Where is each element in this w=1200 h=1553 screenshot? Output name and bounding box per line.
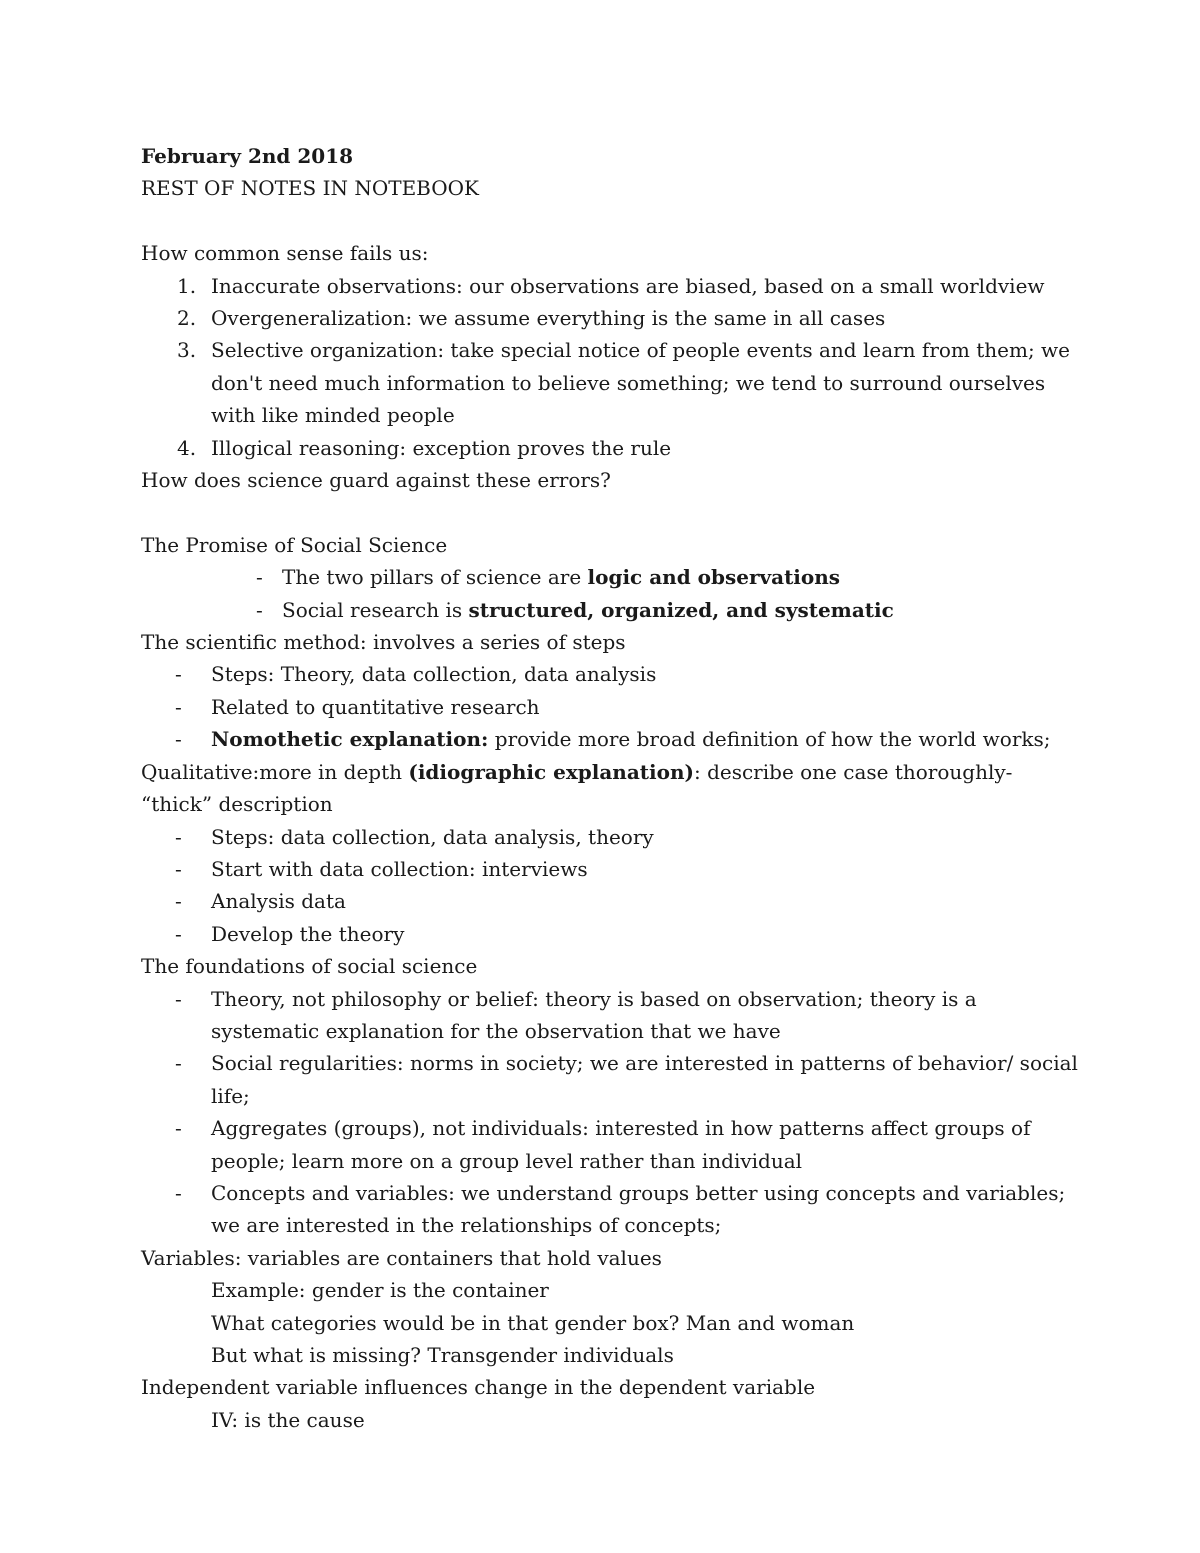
bold-term: (idiographic explanation) [408,759,694,784]
text-run: Qualitative:more in depth [141,759,409,784]
document-subtitle: REST OF NOTES IN NOTEBOOK [141,176,479,201]
bullet-dash: - [175,694,182,719]
bullet-item [141,983,1081,1048]
bullet-dash: - [175,856,182,881]
promise-heading: The Promise of Social Science [141,532,448,557]
independent-heading: Independent variable influences change in the dependent variable [141,1375,816,1400]
method-heading: The scientific method: involves a series of steps [141,630,626,655]
item-text [282,561,1081,593]
item-text: Inaccurate observations: our observations are biased, based on a small worldview [211,273,1045,298]
item-text: Theory, not philosophy or belief: theory is based on observation; theory is a systematic explanation for the observation that we have [211,986,977,1043]
bold-term: logic and observations [587,565,841,590]
bullet-item [141,594,1081,626]
bullet-dash: - [175,727,182,752]
bullet-item [141,821,1081,853]
qualitative-paragraph [141,756,1081,821]
bullet-item [141,561,1081,593]
item-text: Concepts and variables: we understand groups better using concepts and variables; we are interested in the relationships of concepts; [211,1180,1066,1238]
bullet-dash: - [256,597,263,622]
bullet-item [141,1112,1081,1177]
item-text: Start with data collection: interviews [211,856,588,881]
item-text: Overgeneralization: we assume everything is the same in all cases [211,306,886,331]
variables-heading: Variables: variables are containers that hold values [141,1245,662,1270]
bullet-dash: - [175,824,182,849]
bullet-dash: - [175,986,182,1011]
item-number: 3. [177,338,197,363]
text-run: provide more broad definition of how the world works; [488,727,1051,752]
bullet-item [141,691,1081,723]
bullet-dash: - [175,889,182,914]
spacer [141,496,1081,528]
item-text: Steps: Theory, data collection, data analysis [211,662,657,687]
indented-line: But what is missing? Transgender individuals [211,1343,674,1367]
text-run: The two pillars of science are [282,565,588,590]
item-text: Related to quantitative research [211,694,540,719]
item-text: Steps: data collection, data analysis, theory [211,824,654,849]
bullet-item [141,723,1081,755]
foundations-heading: The foundations of social science [141,954,478,979]
item-text [211,723,1081,755]
item-number: 2. [177,306,197,331]
indented-line: Example: gender is the container [211,1278,549,1303]
science-question: How does science guard against these errors? [141,468,611,493]
item-text: Social regularities: norms in society; we are interested in patterns of behavior/ social life; [211,1051,1078,1108]
bullet-item [141,918,1081,950]
bullet-dash: - [256,565,263,590]
bullet-dash: - [175,1116,182,1141]
numbered-item [141,302,1081,334]
item-text: Illogical reasoning: exception proves the rule [211,435,672,460]
bold-term: Nomothetic explanation: [211,727,489,752]
numbered-item [141,432,1081,464]
bullet-dash: - [175,1051,182,1076]
bullet-item [141,658,1081,690]
bold-term: structured, organized, and systematic [468,597,894,622]
spacer [141,205,1081,237]
bullet-dash: - [175,921,182,946]
item-text: Aggregates (groups), not individuals: interested in how patterns affect groups of people; learn more on a group level rather than individual [211,1116,1031,1173]
numbered-item [141,334,1081,431]
numbered-item [141,270,1081,302]
indented-line: IV: is the cause [211,1407,365,1432]
bullet-item [141,1177,1081,1242]
bullet-item [141,853,1081,885]
bullet-dash: - [175,1180,182,1205]
common-sense-heading: How common sense fails us: [141,241,429,266]
notes-content [141,140,1081,1436]
item-text: Selective organization: take special notice of people events and learn from them; we don't need much information to believe something; we tend to surround ourselves with like minded people [211,338,1071,428]
document-title: February 2nd 2018 [141,144,354,168]
text-run: Social research is [282,597,469,622]
item-number: 1. [177,273,197,298]
item-text [282,594,1081,626]
text-run: : describe one case thoroughly- “thick” description [141,759,1013,817]
item-text: Develop the theory [211,921,405,946]
bullet-dash: - [175,662,182,687]
item-text: Analysis data [211,889,346,914]
indented-line: What categories would be in that gender box? Man and woman [211,1310,855,1335]
bullet-item [141,885,1081,917]
item-number: 4. [177,435,197,460]
bullet-item [141,1047,1081,1112]
